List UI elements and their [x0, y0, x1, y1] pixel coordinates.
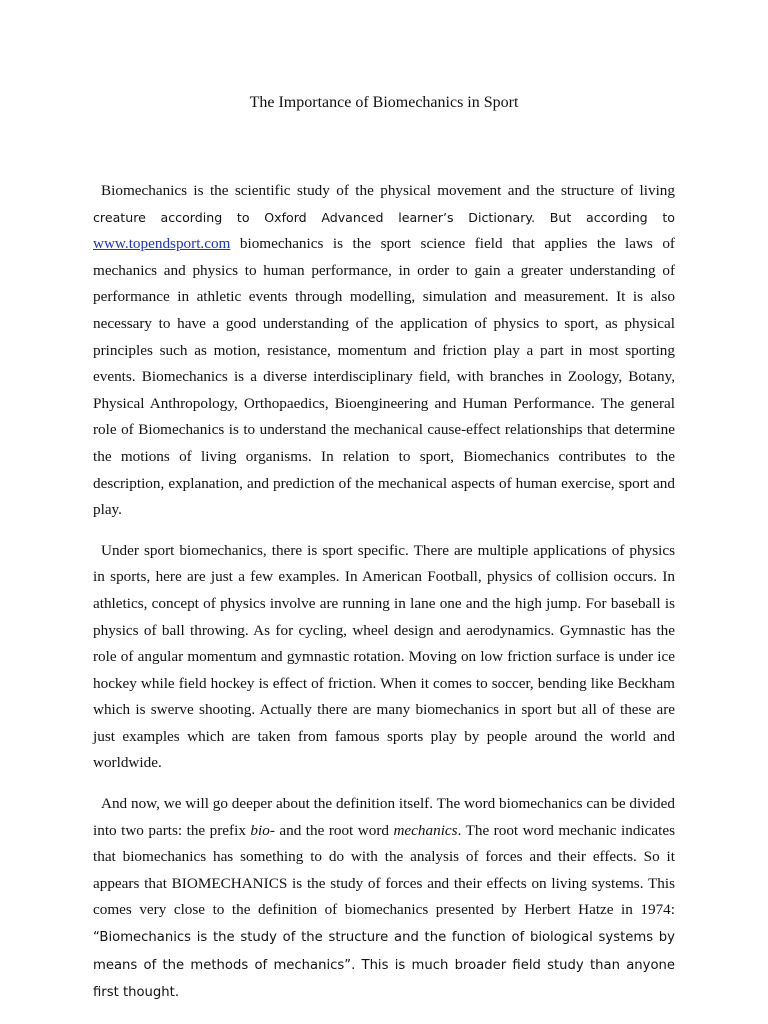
topendsport-link[interactable]: www.topendsport.com [93, 235, 231, 253]
paragraph-sport-examples: Under sport biomechanics, there is sport specific. There are multiple applications of physics in sports, here are just a few examples. In American Football, physics of collision occurs. In athletics, concept of physics involve are running in lane one and the high jump. For baseball is physics of ball throwing. As for cycling, wheel design and aerodynamics. Gymnastic has the role of angular momentum and gymnastic rotation. Moving on low friction surface is under ice hockey while field hockey is effect of friction. When it comes to soccer, bending like Beckham which is swerve shooting. Actually there are many biomechanics in sport but all of these are just examples which are taken from famous sports play by people around the world and worldwide. [93, 541, 675, 772]
prefix-bio: bio- [250, 821, 275, 839]
root-word-mechanics: mechanics [393, 821, 458, 839]
paragraph-word-origin [93, 791, 675, 1007]
paragraph-1-text-b: creature according to Oxford Advanced learner’s Dictionary. But according to [93, 209, 675, 225]
document-body [93, 178, 675, 1021]
paragraph-3-text-c: . The root word mechanic indicates that biomechanics has something to do with the analysis of forces and their effects. So it appears that BIOMECHANICS is the study of forces and their effects on living systems. This comes very close to the definition of biomechanics presented by Herbert Hatze in 1974: [93, 821, 675, 919]
hatze-quote: “Biomechanics is the study of the structure and the function of biological systems by means of the methods of mechanics”. This is much broader field study than anyone first thought. [93, 930, 675, 1001]
document-title: The Importance of Biomechanics in Sport [249, 94, 519, 111]
paragraph-1-text-c: biomechanics is the sport science field that applies the laws of mechanics and physics to human performance, in order to gain a greater understanding of performance in athletic events through modelling, simulation and measurement. It is also necessary to have a good understanding of the application of physics to sport, as physical principles such as motion, resistance, momentum and friction play a part in most sporting events. Biomechanics is a diverse interdisciplinary field, with branches in Zoology, Botany, Physical Anthropology, Orthopaedics, Bioengineering and Human Performance. The general role of Biomechanics is to understand the mechanical cause-effect relationships that determine the motions of living organisms. In relation to sport, Biomechanics contributes to the description, explanation, and prediction of the mechanical aspects of human exercise, sport and play. [93, 235, 675, 519]
paragraph-1-text-a: Biomechanics is the scientific study of the physical movement and the structure of living [101, 182, 675, 199]
paragraph-3-text-a: And now, we will go deeper about the definition itself. The word biomechanics can be divided into two parts: the prefix [93, 795, 675, 839]
paragraph-definition [93, 178, 675, 524]
paragraph-3-text-b: and the root word [274, 821, 394, 839]
